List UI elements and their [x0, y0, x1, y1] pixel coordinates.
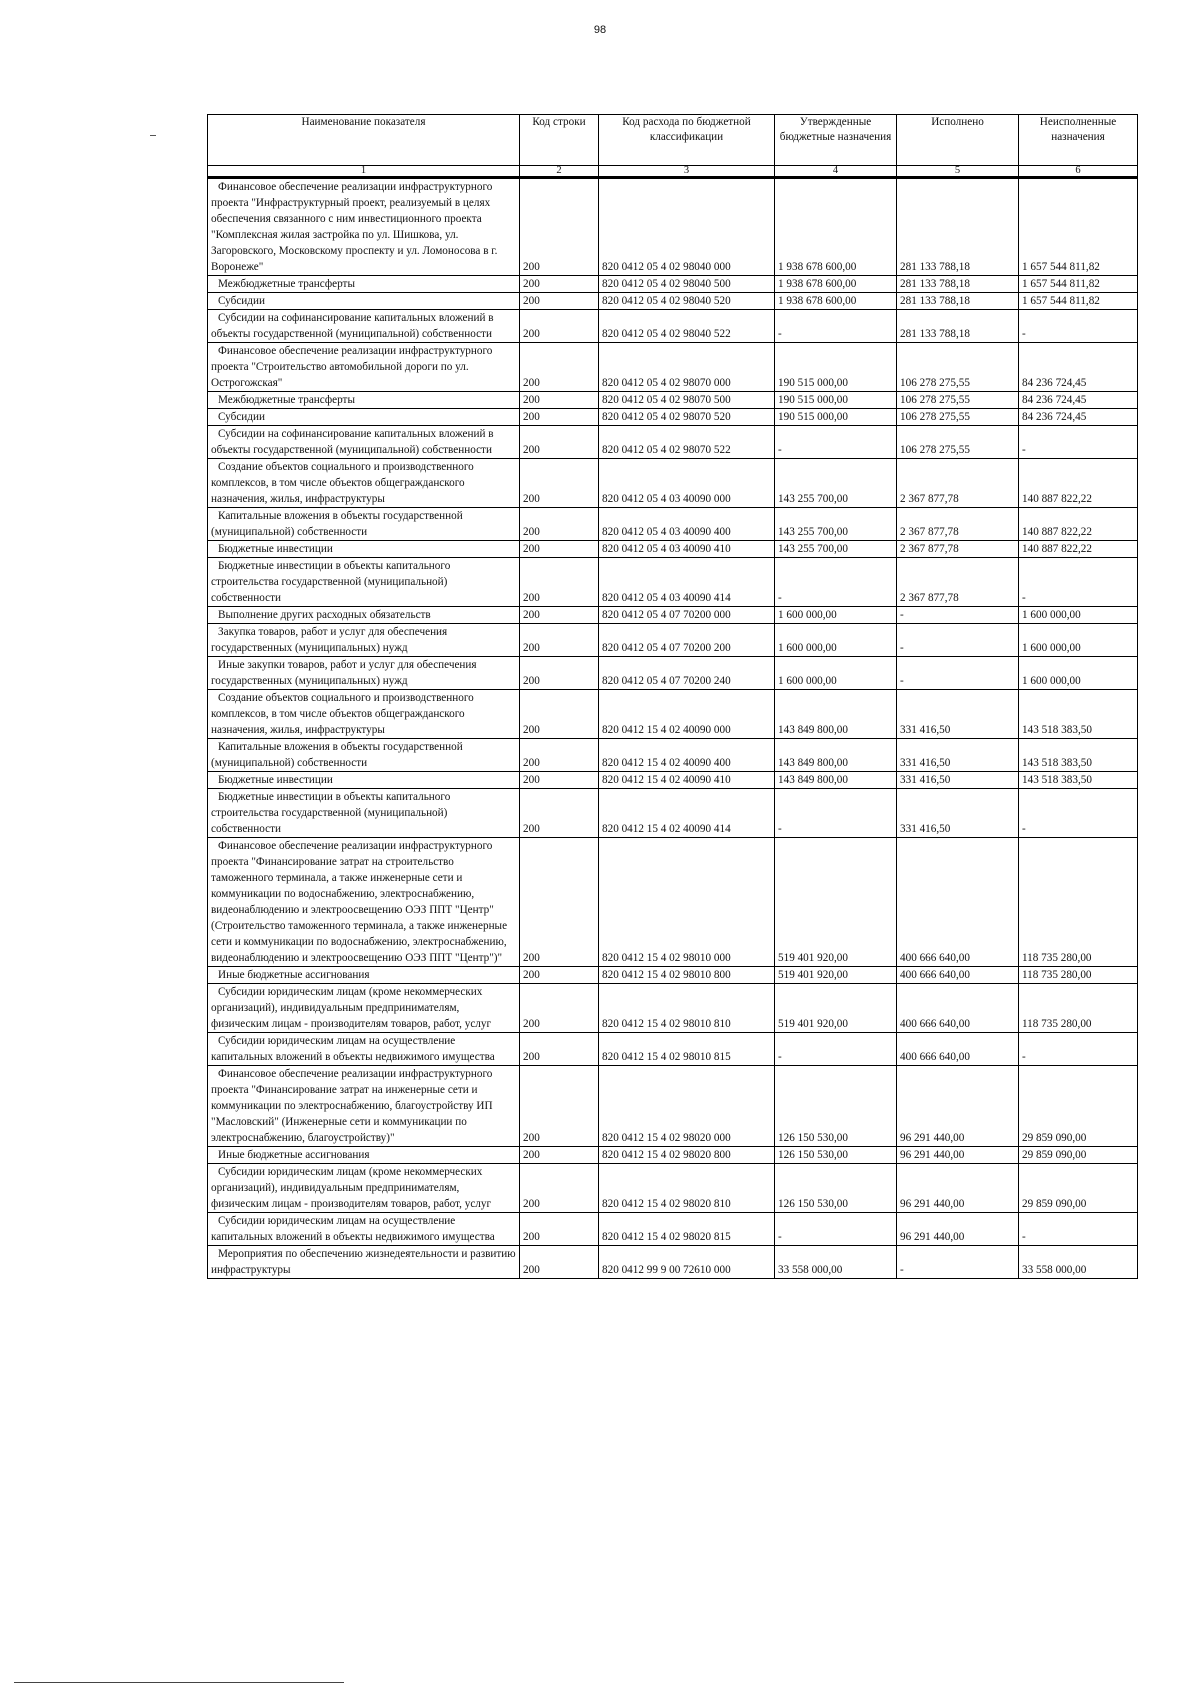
row-line-code-cell: 200 — [520, 178, 599, 276]
row-unexecuted-cell: 118 735 280,00 — [1019, 984, 1138, 1033]
row-approved-cell: 190 515 000,00 — [775, 343, 897, 392]
row-executed-cell: 2 367 877,78 — [897, 459, 1019, 508]
table-row — [208, 1066, 1138, 1147]
table-row — [208, 838, 1138, 967]
row-line-code-cell: 200 — [520, 541, 599, 558]
table-row — [208, 1033, 1138, 1066]
row-budget-code-cell: 820 0412 15 4 02 98010 000 — [599, 838, 775, 967]
row-executed-cell: 2 367 877,78 — [897, 558, 1019, 607]
row-line-code-cell: 200 — [520, 409, 599, 426]
row-name-cell: Выполнение других расходных обязательств — [208, 607, 520, 624]
row-budget-code-cell: 820 0412 15 4 02 98010 800 — [599, 967, 775, 984]
col-header-line-code: Код строки — [520, 115, 599, 166]
row-name-cell: Субсидии — [208, 409, 520, 426]
row-executed-cell: 331 416,50 — [897, 690, 1019, 739]
row-approved-cell: 126 150 530,00 — [775, 1164, 897, 1213]
col-number: 4 — [775, 166, 897, 178]
row-name-cell: Иные бюджетные ассигнования — [208, 1147, 520, 1164]
row-approved-cell: 1 600 000,00 — [775, 607, 897, 624]
col-number: 3 — [599, 166, 775, 178]
row-line-code-cell: 200 — [520, 310, 599, 343]
row-executed-cell: 96 291 440,00 — [897, 1147, 1019, 1164]
row-line-code-cell: 200 — [520, 426, 599, 459]
row-unexecuted-cell: 140 887 822,22 — [1019, 541, 1138, 558]
row-executed-cell: 96 291 440,00 — [897, 1066, 1019, 1147]
row-approved-cell: - — [775, 1033, 897, 1066]
row-approved-cell: 33 558 000,00 — [775, 1246, 897, 1279]
row-executed-cell: 400 666 640,00 — [897, 967, 1019, 984]
row-unexecuted-cell: 84 236 724,45 — [1019, 409, 1138, 426]
row-budget-code-cell: 820 0412 15 4 02 40090 410 — [599, 772, 775, 789]
col-header-approved: Утвержденные бюджетные назначения — [775, 115, 897, 166]
row-approved-cell: - — [775, 1213, 897, 1246]
row-executed-cell: - — [897, 657, 1019, 690]
row-line-code-cell: 200 — [520, 1033, 599, 1066]
row-approved-cell: 1 938 678 600,00 — [775, 293, 897, 310]
col-header-budget-code: Код расхода по бюджетной классификации — [599, 115, 775, 166]
row-name-cell: Создание объектов социального и производственного комплексов, в том числе объектов общегражданского назначения, жилья, инфраструктуры — [208, 690, 520, 739]
row-line-code-cell: 200 — [520, 276, 599, 293]
row-executed-cell: 281 133 788,18 — [897, 310, 1019, 343]
row-approved-cell: 143 849 800,00 — [775, 739, 897, 772]
row-budget-code-cell: 820 0412 15 4 02 98010 810 — [599, 984, 775, 1033]
row-unexecuted-cell: 1 600 000,00 — [1019, 607, 1138, 624]
row-line-code-cell: 200 — [520, 772, 599, 789]
row-budget-code-cell: 820 0412 15 4 02 98020 815 — [599, 1213, 775, 1246]
col-number: 6 — [1019, 166, 1138, 178]
row-name-cell: Межбюджетные трансферты — [208, 392, 520, 409]
table-row — [208, 343, 1138, 392]
table-row — [208, 276, 1138, 293]
row-budget-code-cell: 820 0412 05 4 02 98070 500 — [599, 392, 775, 409]
table-row — [208, 426, 1138, 459]
col-header-name: Наименование показателя — [208, 115, 520, 166]
table-body — [208, 178, 1138, 1279]
table-row — [208, 1246, 1138, 1279]
table-row — [208, 459, 1138, 508]
table-row — [208, 310, 1138, 343]
row-budget-code-cell: 820 0412 05 4 02 98070 000 — [599, 343, 775, 392]
table-row — [208, 1164, 1138, 1213]
row-line-code-cell: 200 — [520, 838, 599, 967]
row-name-cell: Закупка товаров, работ и услуг для обеспечения государственных (муниципальных) нужд — [208, 624, 520, 657]
row-approved-cell: 1 600 000,00 — [775, 657, 897, 690]
row-name-cell: Капитальные вложения в объекты государственной (муниципальной) собственности — [208, 508, 520, 541]
row-approved-cell: 1 938 678 600,00 — [775, 276, 897, 293]
row-line-code-cell: 200 — [520, 624, 599, 657]
row-executed-cell: 400 666 640,00 — [897, 984, 1019, 1033]
row-line-code-cell: 200 — [520, 558, 599, 607]
row-unexecuted-cell: 33 558 000,00 — [1019, 1246, 1138, 1279]
row-budget-code-cell: 820 0412 05 4 02 98040 522 — [599, 310, 775, 343]
row-approved-cell: 1 600 000,00 — [775, 624, 897, 657]
row-approved-cell: 143 849 800,00 — [775, 690, 897, 739]
row-executed-cell: 400 666 640,00 — [897, 1033, 1019, 1066]
row-name-cell: Субсидии на софинансирование капитальных вложений в объекты государственной (муниципальной) собственности — [208, 426, 520, 459]
row-budget-code-cell: 820 0412 05 4 02 98040 500 — [599, 276, 775, 293]
row-approved-cell: 1 938 678 600,00 — [775, 178, 897, 276]
page-number: 98 — [593, 24, 607, 36]
row-executed-cell: 331 416,50 — [897, 739, 1019, 772]
row-line-code-cell: 200 — [520, 459, 599, 508]
row-budget-code-cell: 820 0412 05 4 07 70200 240 — [599, 657, 775, 690]
row-name-cell: Межбюджетные трансферты — [208, 276, 520, 293]
row-executed-cell: 281 133 788,18 — [897, 293, 1019, 310]
row-executed-cell: 106 278 275,55 — [897, 392, 1019, 409]
row-name-cell: Субсидии — [208, 293, 520, 310]
row-approved-cell: - — [775, 558, 897, 607]
row-approved-cell: 143 255 700,00 — [775, 508, 897, 541]
row-executed-cell: 96 291 440,00 — [897, 1213, 1019, 1246]
row-unexecuted-cell: 29 859 090,00 — [1019, 1164, 1138, 1213]
row-line-code-cell: 200 — [520, 343, 599, 392]
row-line-code-cell: 200 — [520, 984, 599, 1033]
row-name-cell: Финансовое обеспечение реализации инфраструктурного проекта "Финансирование затрат на инженерные сети и коммуникации по электроснабжению, благоустройству ИП "Масловский" (Инженерные сети и коммуникации по электроснабжению, благоустройству)" — [208, 1066, 520, 1147]
table-row — [208, 789, 1138, 838]
row-name-cell: Иные бюджетные ассигнования — [208, 967, 520, 984]
row-unexecuted-cell: 29 859 090,00 — [1019, 1147, 1138, 1164]
row-unexecuted-cell: 1 600 000,00 — [1019, 624, 1138, 657]
row-executed-cell: 331 416,50 — [897, 789, 1019, 838]
row-unexecuted-cell: 140 887 822,22 — [1019, 459, 1138, 508]
row-name-cell: Финансовое обеспечение реализации инфраструктурного проекта "Строительство автомобильной дороги по ул. Острогожская" — [208, 343, 520, 392]
table-row — [208, 1147, 1138, 1164]
row-line-code-cell: 200 — [520, 657, 599, 690]
row-budget-code-cell: 820 0412 05 4 07 70200 000 — [599, 607, 775, 624]
row-unexecuted-cell: 1 657 544 811,82 — [1019, 276, 1138, 293]
row-line-code-cell: 200 — [520, 1066, 599, 1147]
row-line-code-cell: 200 — [520, 508, 599, 541]
row-name-cell: Финансовое обеспечение реализации инфраструктурного проекта "Финансирование затрат на строительство таможенного терминала, а также инженерные сети и коммуникации по водоснабжению, электроснабжению, видеонаблюдению и электроосвещению ОЭЗ ППТ "Центр" (Строительство таможенного терминала, а также инженерные сети и коммуникации по водоснабжению, электроснабжению, видеонаблюдению и электроосвещению ОЭЗ ППТ "Центр")" — [208, 838, 520, 967]
row-unexecuted-cell: 118 735 280,00 — [1019, 967, 1138, 984]
row-executed-cell: 106 278 275,55 — [897, 426, 1019, 459]
table-row — [208, 984, 1138, 1033]
row-unexecuted-cell: - — [1019, 789, 1138, 838]
row-budget-code-cell: 820 0412 05 4 07 70200 200 — [599, 624, 775, 657]
margin-mark — [150, 135, 156, 136]
row-approved-cell: 143 255 700,00 — [775, 541, 897, 558]
row-name-cell: Бюджетные инвестиции в объекты капитального строительства государственной (муниципальной) собственности — [208, 789, 520, 838]
row-budget-code-cell: 820 0412 15 4 02 98010 815 — [599, 1033, 775, 1066]
row-line-code-cell: 200 — [520, 739, 599, 772]
row-line-code-cell: 200 — [520, 1164, 599, 1213]
row-unexecuted-cell: 143 518 383,50 — [1019, 772, 1138, 789]
row-budget-code-cell: 820 0412 05 4 02 98070 520 — [599, 409, 775, 426]
row-name-cell: Капитальные вложения в объекты государственной (муниципальной) собственности — [208, 739, 520, 772]
row-approved-cell: 190 515 000,00 — [775, 409, 897, 426]
row-approved-cell: 519 401 920,00 — [775, 967, 897, 984]
row-line-code-cell: 200 — [520, 392, 599, 409]
table-row — [208, 657, 1138, 690]
row-name-cell: Мероприятия по обеспечению жизнедеятельности и развитию инфраструктуры — [208, 1246, 520, 1279]
table-row — [208, 690, 1138, 739]
budget-execution-table — [207, 114, 1138, 1279]
row-unexecuted-cell: - — [1019, 426, 1138, 459]
row-budget-code-cell: 820 0412 05 4 03 40090 400 — [599, 508, 775, 541]
row-approved-cell: - — [775, 789, 897, 838]
row-approved-cell: 126 150 530,00 — [775, 1066, 897, 1147]
row-name-cell: Субсидии на софинансирование капитальных вложений в объекты государственной (муниципальной) собственности — [208, 310, 520, 343]
header-row — [208, 115, 1138, 166]
table-row — [208, 624, 1138, 657]
table-row — [208, 739, 1138, 772]
row-name-cell: Бюджетные инвестиции в объекты капитального строительства государственной (муниципальной) собственности — [208, 558, 520, 607]
row-approved-cell: 190 515 000,00 — [775, 392, 897, 409]
row-budget-code-cell: 820 0412 15 4 02 98020 800 — [599, 1147, 775, 1164]
row-name-cell: Иные закупки товаров, работ и услуг для обеспечения государственных (муниципальных) нужд — [208, 657, 520, 690]
row-executed-cell: 2 367 877,78 — [897, 541, 1019, 558]
row-budget-code-cell: 820 0412 15 4 02 98020 000 — [599, 1066, 775, 1147]
row-unexecuted-cell: 29 859 090,00 — [1019, 1066, 1138, 1147]
row-line-code-cell: 200 — [520, 789, 599, 838]
row-budget-code-cell: 820 0412 15 4 02 98020 810 — [599, 1164, 775, 1213]
row-unexecuted-cell: 1 600 000,00 — [1019, 657, 1138, 690]
row-budget-code-cell: 820 0412 05 4 02 98070 522 — [599, 426, 775, 459]
row-unexecuted-cell: - — [1019, 1213, 1138, 1246]
row-name-cell: Субсидии юридическим лицам (кроме некоммерческих организаций), индивидуальным предпринимателям, физическим лицам - производителям товаров, работ, услуг — [208, 984, 520, 1033]
row-name-cell: Бюджетные инвестиции — [208, 541, 520, 558]
row-unexecuted-cell: 1 657 544 811,82 — [1019, 293, 1138, 310]
row-name-cell: Субсидии юридическим лицам на осуществление капитальных вложений в объекты недвижимого имущества — [208, 1033, 520, 1066]
row-budget-code-cell: 820 0412 05 4 03 40090 410 — [599, 541, 775, 558]
table-row — [208, 967, 1138, 984]
row-executed-cell: 106 278 275,55 — [897, 409, 1019, 426]
row-budget-code-cell: 820 0412 05 4 03 40090 414 — [599, 558, 775, 607]
row-approved-cell: 126 150 530,00 — [775, 1147, 897, 1164]
row-line-code-cell: 200 — [520, 1147, 599, 1164]
table-row — [208, 409, 1138, 426]
table-row — [208, 607, 1138, 624]
row-approved-cell: 143 849 800,00 — [775, 772, 897, 789]
table-row — [208, 508, 1138, 541]
row-unexecuted-cell: 84 236 724,45 — [1019, 392, 1138, 409]
row-executed-cell: 400 666 640,00 — [897, 838, 1019, 967]
row-budget-code-cell: 820 0412 05 4 02 98040 520 — [599, 293, 775, 310]
row-unexecuted-cell: 84 236 724,45 — [1019, 343, 1138, 392]
table-row — [208, 178, 1138, 276]
row-name-cell: Финансовое обеспечение реализации инфраструктурного проекта "Инфраструктурный проект, реализуемый в целях обеспечения связанного с ним инвестиционного проекта "Комплексная жилая застройка по ул. Шишкова, ул. Загоровского, Московскому проспекту и ул. Ломоносова в г. Воронеже" — [208, 178, 520, 276]
row-line-code-cell: 200 — [520, 967, 599, 984]
row-budget-code-cell: 820 0412 15 4 02 40090 400 — [599, 739, 775, 772]
row-line-code-cell: 200 — [520, 690, 599, 739]
row-unexecuted-cell: 143 518 383,50 — [1019, 739, 1138, 772]
table-row — [208, 1213, 1138, 1246]
table-row — [208, 293, 1138, 310]
column-number-row — [208, 166, 1138, 178]
row-unexecuted-cell: 118 735 280,00 — [1019, 838, 1138, 967]
row-executed-cell: - — [897, 607, 1019, 624]
col-header-executed: Исполнено — [897, 115, 1019, 166]
row-approved-cell: 519 401 920,00 — [775, 838, 897, 967]
row-line-code-cell: 200 — [520, 607, 599, 624]
table-row — [208, 541, 1138, 558]
col-number: 1 — [208, 166, 520, 178]
row-executed-cell: 281 133 788,18 — [897, 276, 1019, 293]
row-unexecuted-cell: 1 657 544 811,82 — [1019, 178, 1138, 276]
col-header-unexecuted: Неисполненные назначения — [1019, 115, 1138, 166]
row-executed-cell: 2 367 877,78 — [897, 508, 1019, 541]
row-unexecuted-cell: 143 518 383,50 — [1019, 690, 1138, 739]
row-executed-cell: 96 291 440,00 — [897, 1164, 1019, 1213]
row-line-code-cell: 200 — [520, 1246, 599, 1279]
table-row — [208, 558, 1138, 607]
row-unexecuted-cell: - — [1019, 310, 1138, 343]
table-row — [208, 392, 1138, 409]
col-number: 2 — [520, 166, 599, 178]
row-executed-cell: 331 416,50 — [897, 772, 1019, 789]
bottom-divider — [14, 1682, 344, 1683]
row-budget-code-cell: 820 0412 99 9 00 72610 000 — [599, 1246, 775, 1279]
row-executed-cell: 281 133 788,18 — [897, 178, 1019, 276]
row-executed-cell: - — [897, 624, 1019, 657]
row-approved-cell: - — [775, 426, 897, 459]
row-name-cell: Бюджетные инвестиции — [208, 772, 520, 789]
col-number: 5 — [897, 166, 1019, 178]
row-unexecuted-cell: 140 887 822,22 — [1019, 508, 1138, 541]
row-unexecuted-cell: - — [1019, 558, 1138, 607]
row-executed-cell: 106 278 275,55 — [897, 343, 1019, 392]
row-budget-code-cell: 820 0412 15 4 02 40090 414 — [599, 789, 775, 838]
row-budget-code-cell: 820 0412 15 4 02 40090 000 — [599, 690, 775, 739]
row-line-code-cell: 200 — [520, 293, 599, 310]
row-approved-cell: 519 401 920,00 — [775, 984, 897, 1033]
row-budget-code-cell: 820 0412 05 4 03 40090 000 — [599, 459, 775, 508]
row-name-cell: Создание объектов социального и производственного комплексов, в том числе объектов общегражданского назначения, жилья, инфраструктуры — [208, 459, 520, 508]
row-approved-cell: - — [775, 310, 897, 343]
row-approved-cell: 143 255 700,00 — [775, 459, 897, 508]
row-line-code-cell: 200 — [520, 1213, 599, 1246]
row-unexecuted-cell: - — [1019, 1033, 1138, 1066]
table-row — [208, 772, 1138, 789]
row-executed-cell: - — [897, 1246, 1019, 1279]
row-budget-code-cell: 820 0412 05 4 02 98040 000 — [599, 178, 775, 276]
row-name-cell: Субсидии юридическим лицам (кроме некоммерческих организаций), индивидуальным предпринимателям, физическим лицам - производителям товаров, работ, услуг — [208, 1164, 520, 1213]
row-name-cell: Субсидии юридическим лицам на осуществление капитальных вложений в объекты недвижимого имущества — [208, 1213, 520, 1246]
